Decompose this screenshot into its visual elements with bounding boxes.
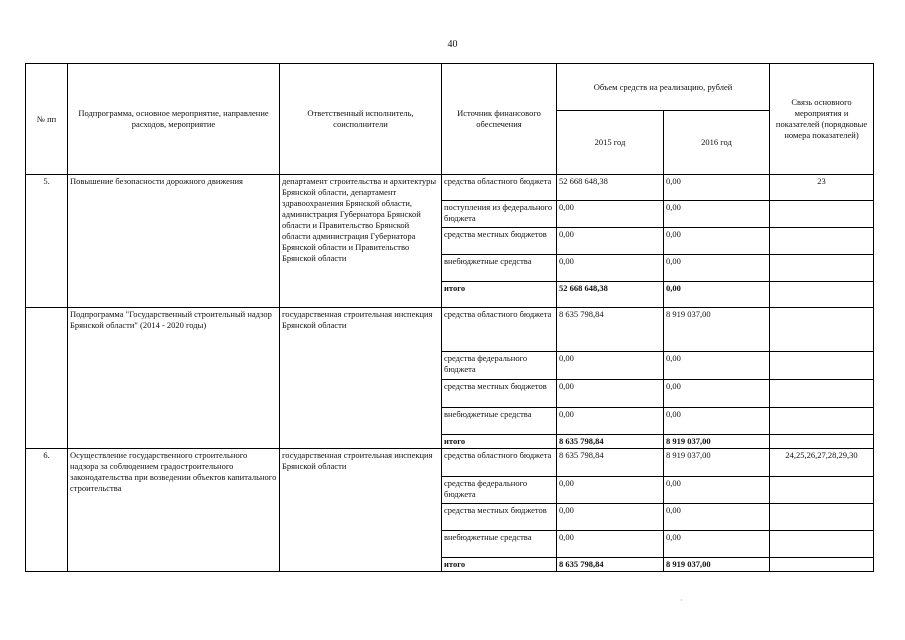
amount-2015: 8 635 798,84 [557, 558, 664, 572]
amount-2016: 0,00 [664, 228, 770, 255]
amount-2015: 0,00 [557, 201, 664, 228]
funding-source: средства областного бюджета [442, 175, 557, 201]
amount-2015: 0,00 [557, 255, 664, 282]
program-name: Повышение безопасности дорожного движения [68, 175, 280, 308]
indicator-link [770, 558, 874, 572]
amount-2016: 0,00 [664, 531, 770, 558]
funding-source: внебюджетные средства [442, 408, 557, 435]
table-row [26, 175, 874, 201]
amount-2016: 8 919 037,00 [664, 558, 770, 572]
amount-2016: 0,00 [664, 352, 770, 380]
funding-source: поступления из федерального бюджета [442, 201, 557, 228]
indicator-link: 23 [770, 175, 874, 201]
amount-2016: 8 919 037,00 [664, 308, 770, 352]
amount-2016: 0,00 [664, 282, 770, 308]
amount-2016: 8 919 037,00 [664, 435, 770, 449]
funding-source: внебюджетные средства [442, 255, 557, 282]
funding-source: средства местных бюджетов [442, 228, 557, 255]
header-number: № пп [26, 64, 68, 175]
table-row [26, 449, 874, 477]
amount-2015: 0,00 [557, 531, 664, 558]
funding-source: средства федерального бюджета [442, 477, 557, 504]
amount-2015: 8 635 798,84 [557, 308, 664, 352]
funding-source: средства федерального бюджета [442, 352, 557, 380]
amount-2015: 0,00 [557, 504, 664, 531]
amount-2015: 0,00 [557, 408, 664, 435]
indicator-link [770, 201, 874, 228]
header-program: Подпрограмма, основное мероприятие, направление расходов, мероприятие [68, 64, 280, 175]
header-source: Источник финансового обеспечения [442, 64, 557, 175]
indicator-link [770, 477, 874, 504]
amount-2015: 52 668 648,38 [557, 282, 664, 308]
amount-2016: 0,00 [664, 255, 770, 282]
indicator-link [770, 228, 874, 255]
funding-source: средства местных бюджетов [442, 504, 557, 531]
row-number: 6. [26, 449, 68, 572]
amount-2015: 8 635 798,84 [557, 449, 664, 477]
funding-source: итого [442, 558, 557, 572]
table-row [26, 308, 874, 352]
header-2015: 2015 год [557, 111, 664, 175]
indicator-link [770, 408, 874, 435]
table-body [26, 175, 874, 572]
amount-2015: 8 635 798,84 [557, 435, 664, 449]
amount-2016: 0,00 [664, 408, 770, 435]
header-executor: Ответственный исполнитель, соисполнители [280, 64, 442, 175]
amount-2016: 0,00 [664, 380, 770, 408]
amount-2015: 0,00 [557, 352, 664, 380]
amount-2016: 0,00 [664, 504, 770, 531]
amount-2015: 0,00 [557, 380, 664, 408]
executor: департамент строительства и архитектуры Брянской области, департамент здравоохранения Брянской области, администрация Губернатора Брянской области и Правительство Брянской области администрация Губернатора Брянской области и Правительство Брянской области [280, 175, 442, 308]
indicator-link [770, 531, 874, 558]
indicator-link [770, 282, 874, 308]
header-amount-group: Объем средств на реализацию, рублей [557, 64, 770, 111]
amount-2015: 0,00 [557, 228, 664, 255]
indicator-link [770, 380, 874, 408]
indicator-link [770, 504, 874, 531]
header-2016: 2016 год [664, 111, 770, 175]
amount-2015: 0,00 [557, 477, 664, 504]
header-link: Связь основного мероприятия и показателей (порядковые номера показателей) [770, 64, 874, 175]
amount-2016: 8 919 037,00 [664, 449, 770, 477]
indicator-link [770, 308, 874, 352]
row-number: 5. [26, 175, 68, 308]
executor: государственная строительная инспекция Брянской области [280, 308, 442, 449]
financing-table [25, 63, 874, 572]
program-name: Осуществление государственного строительного надзора за соблюдением градостроительного законодательства при возведении объектов капитального строительства [68, 449, 280, 572]
funding-source: средства местных бюджетов [442, 380, 557, 408]
amount-2015: 52 668 648,38 [557, 175, 664, 201]
funding-source: итого [442, 435, 557, 449]
funding-source: средства областного бюджета [442, 449, 557, 477]
row-number [26, 308, 68, 449]
funding-source: средства областного бюджета [442, 308, 557, 352]
amount-2016: 0,00 [664, 175, 770, 201]
executor: государственная строительная инспекция Брянской области [280, 449, 442, 572]
amount-2016: 0,00 [664, 201, 770, 228]
indicator-link: 24,25,26,27,28,29,30 [770, 449, 874, 477]
funding-source: внебюджетные средства [442, 531, 557, 558]
amount-2016: 0,00 [664, 477, 770, 504]
page-number: 40 [447, 39, 458, 50]
indicator-link [770, 255, 874, 282]
indicator-link [770, 435, 874, 449]
program-name: Подпрограмма "Государственный строительный надзор Брянской области" (2014 - 2020 годы) [68, 308, 280, 449]
indicator-link [770, 352, 874, 380]
funding-source: итого [442, 282, 557, 308]
scan-mark: · [680, 596, 683, 605]
